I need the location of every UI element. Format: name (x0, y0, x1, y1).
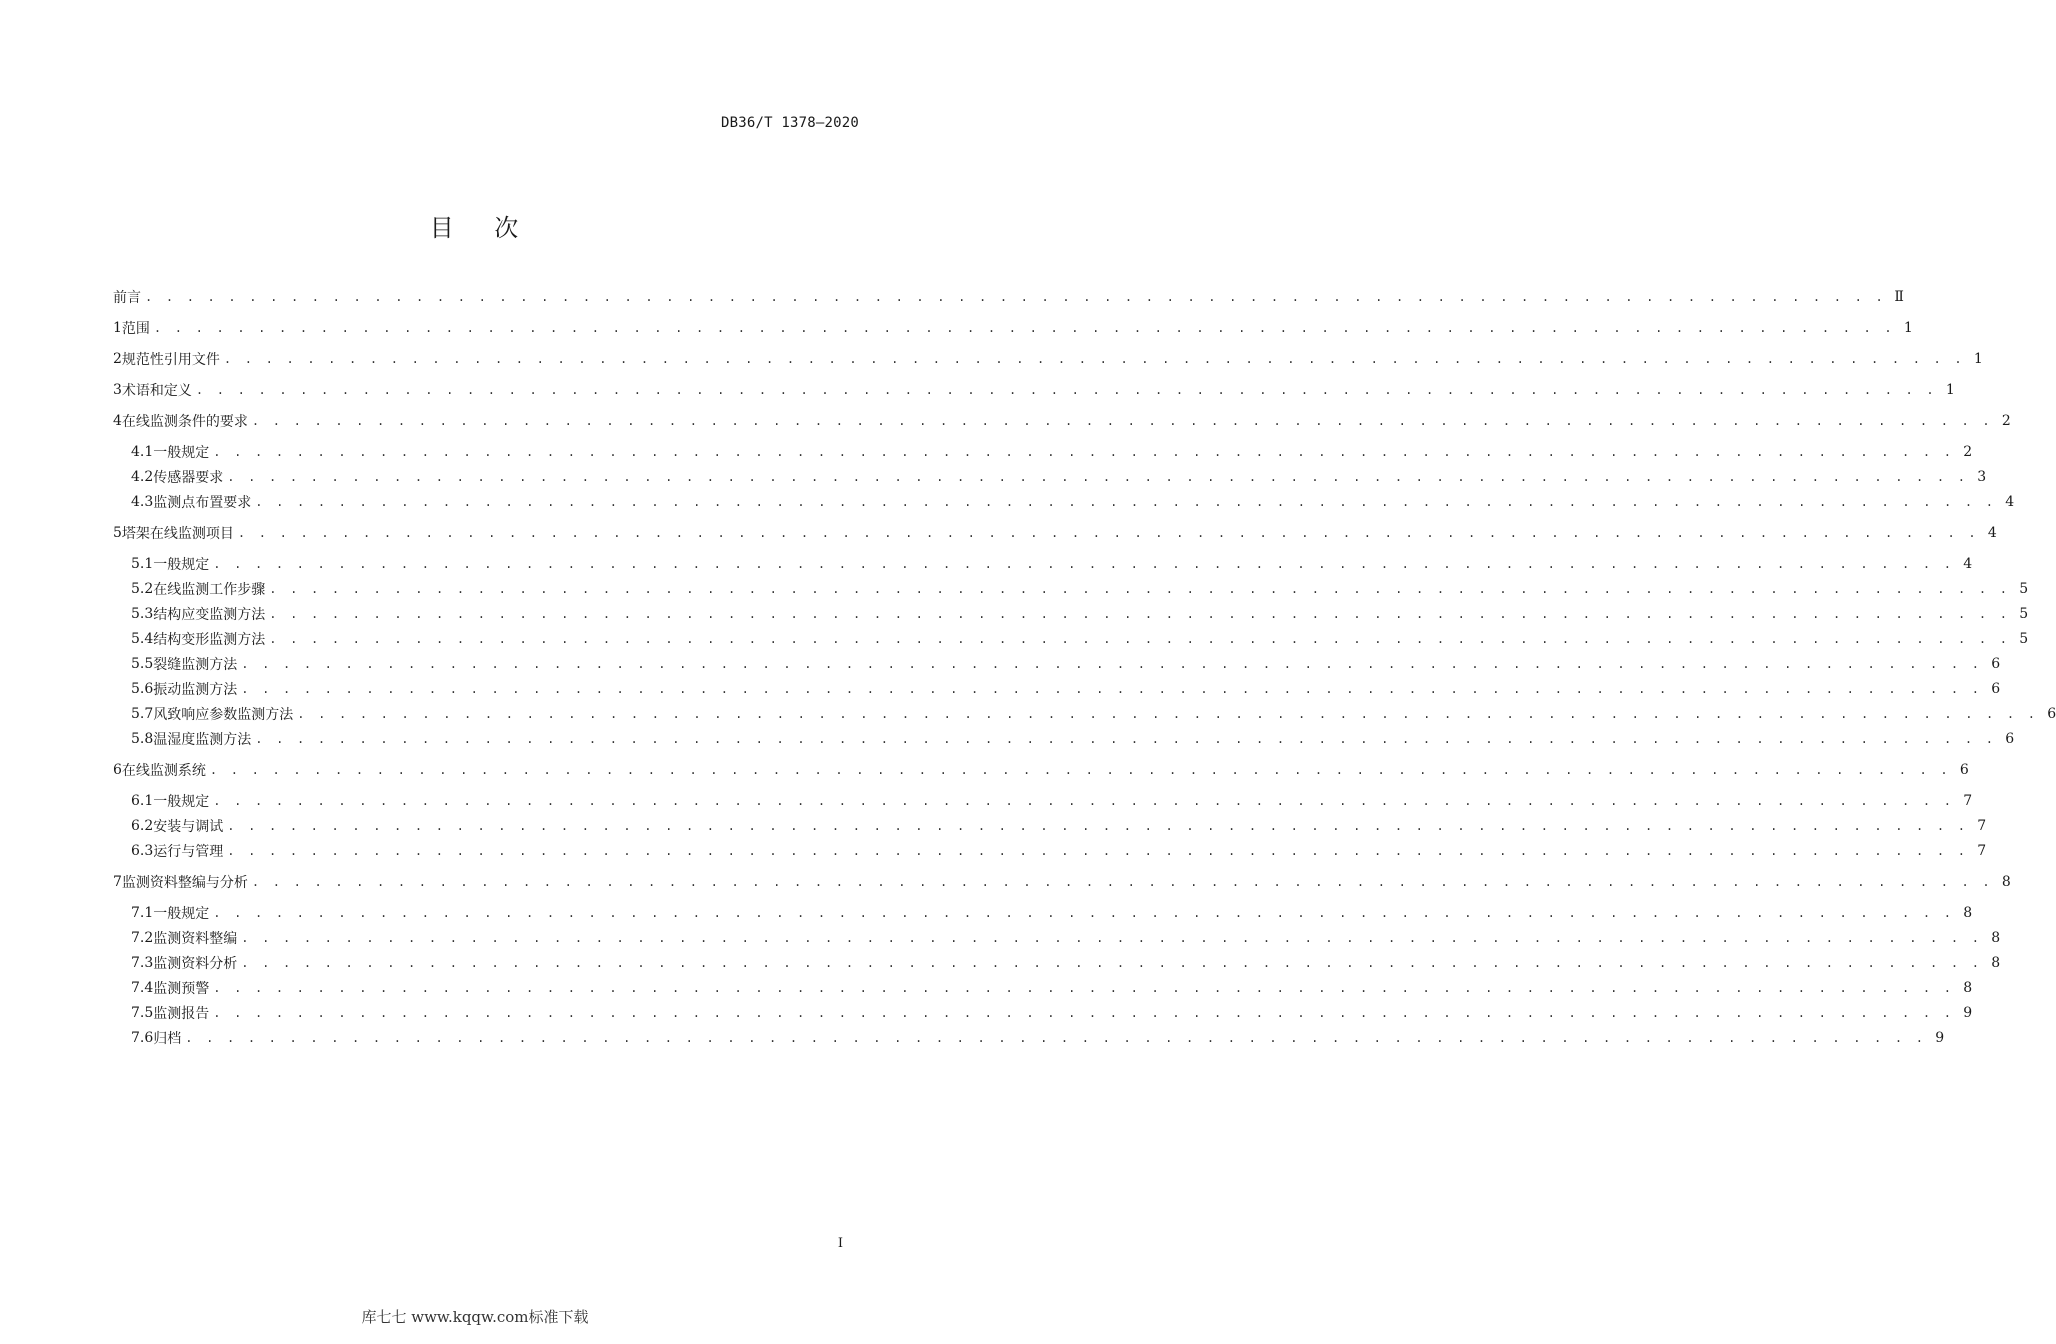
toc-entry-label: 裂缝监测方法 (153, 657, 238, 673)
toc-leader-dots: . . . . . . . . . . . . . . . . . . . . . . . . . . . . . . . . . . . . . . . . . . . . . . . . . . . . . . . . . . . . . . . . . . . . . . . . . . . . . . . . . . . . (241, 657, 1983, 671)
toc-entry-number: 4 (113, 413, 122, 429)
toc-entry-6-2[interactable] (113, 815, 1987, 837)
toc-entry-5-7[interactable] (113, 703, 2056, 725)
toc-leader-dots: . . . . . . . . . . . . . . . . . . . . . . . . . . . . . . . . . . . . . . . . . . . . . . . . . . . . . . . . . . . . . . . . . . . . . . . . . . . . . . . . . . . . (255, 732, 1997, 746)
toc-entry-page: 6 (2005, 731, 2015, 747)
toc-entry-number: 3 (113, 382, 122, 398)
toc-entry-3[interactable] (113, 379, 1955, 401)
toc-entry-page: 6 (2047, 706, 2056, 722)
toc-entry-number: 4.2 (131, 469, 154, 485)
toc-entry-page: 4 (2005, 494, 2015, 510)
toc-entry-label: 安装与调试 (153, 819, 224, 835)
toc-entry-number: 7.4 (131, 980, 154, 996)
toc-entry-page: 5 (2019, 606, 2029, 622)
toc-entry-number: 7.3 (131, 955, 154, 971)
toc-entry-page: 9 (1963, 1005, 1973, 1021)
toc-entry-number: 7.2 (131, 930, 154, 946)
toc-entry-page: 8 (1963, 905, 1973, 921)
toc-leader-dots: . . . . . . . . . . . . . . . . . . . . . . . . . . . . . . . . . . . . . . . . . . . . . . . . . . . . . . . . . . . . . . . . . . . . . . . . . . . . . . . . . . . . (145, 290, 1886, 304)
toc-entry-number: 4.1 (131, 444, 154, 460)
toc-entry-page: 1 (1903, 320, 1913, 336)
toc-entry-label: 归档 (153, 1031, 182, 1047)
toc-entry-label: 在线监测工作步骤 (153, 582, 266, 598)
toc-entry-label: 在线监测系统 (121, 763, 206, 779)
toc-entry-5-6[interactable] (113, 678, 2001, 700)
toc-entry-foreword[interactable] (113, 286, 1904, 308)
toc-leader-dots: . . . . . . . . . . . . . . . . . . . . . . . . . . . . . . . . . . . . . . . . . . . . . . . . . . . . . . . . . . . . . . . . . . . . . . . . . . . . . . . . . . . . (227, 819, 1969, 833)
toc-entry-label: 前言 (113, 290, 141, 306)
toc-entry-5-5[interactable] (113, 653, 2001, 675)
toc-entry-7-2[interactable] (113, 927, 2001, 949)
toc-entry-number: 2 (113, 351, 122, 367)
toc-leader-dots: . . . . . . . . . . . . . . . . . . . . . . . . . . . . . . . . . . . . . . . . . . . . . . . . . . . . . . . . . . . . . . . . . . . . . . . . . . . . . . . . . . . . (241, 956, 1983, 970)
toc-entry-5-4[interactable] (113, 628, 2029, 650)
toc-entry-number: 7.5 (131, 1005, 154, 1021)
toc-entry-number: 7.6 (131, 1030, 154, 1046)
toc-entry-page: 1 (1973, 351, 1983, 367)
toc-entry-page: 8 (1991, 955, 2001, 971)
toc-entry-1[interactable] (113, 317, 1913, 339)
toc-leader-dots: . . . . . . . . . . . . . . . . . . . . . . . . . . . . . . . . . . . . . . . . . . . . . . . . . . . . . . . . . . . . . . . . . . . . . . . . . . . . . . . . . . . . (269, 582, 2011, 596)
toc-entry-number: 5.1 (131, 556, 154, 572)
toc-entry-5-2[interactable] (113, 578, 2029, 600)
toc-entry-page: 6 (1991, 656, 2001, 672)
toc-entry-label: 运行与管理 (153, 844, 224, 860)
toc-entry-number: 6.1 (131, 793, 154, 809)
title-char-2: 次 (494, 214, 521, 242)
toc-entry-page: 7 (1963, 793, 1973, 809)
toc-entry-number: 4.3 (131, 494, 154, 510)
toc-entry-number: 6.3 (131, 843, 154, 859)
toc-entry-5-8[interactable] (113, 728, 2015, 750)
toc-entry-5-3[interactable] (113, 603, 2029, 625)
toc-entry-label: 范围 (121, 321, 150, 337)
toc-entry-number: 5 (113, 525, 122, 541)
toc-entry-7-1[interactable] (113, 902, 1973, 924)
toc-entry-page: 2 (2001, 413, 2011, 429)
toc-entry-6-1[interactable] (113, 790, 1973, 812)
toc-entry-label: 监测资料分析 (153, 956, 238, 972)
toc-entry-page: 3 (1977, 469, 1987, 485)
toc-leader-dots: . . . . . . . . . . . . . . . . . . . . . . . . . . . . . . . . . . . . . . . . . . . . . . . . . . . . . . . . . . . . . . . . . . . . . . . . . . . . . . . . . . . . (297, 707, 2039, 721)
toc-entry-label: 振动监测方法 (153, 682, 238, 698)
page-title (0, 208, 950, 243)
toc-entry-page: 6 (1959, 762, 1969, 778)
toc-entry-page: 4 (1987, 525, 1997, 541)
toc-leader-dots: . . . . . . . . . . . . . . . . . . . . . . . . . . . . . . . . . . . . . . . . . . . . . . . . . . . . . . . . . . . . . . . . . . . . . . . . . . . . . . . . . . . . (213, 794, 1955, 808)
toc-entry-2[interactable] (113, 348, 1983, 370)
toc-entry-page: 8 (2001, 874, 2011, 890)
toc-entry-label: 监测资料整编与分析 (121, 875, 248, 891)
toc-entry-label: 结构应变监测方法 (153, 607, 266, 623)
toc-entry-page: 4 (1963, 556, 1973, 572)
toc-entry-label: 风致响应参数监测方法 (153, 707, 294, 723)
toc-leader-dots: . . . . . . . . . . . . . . . . . . . . . . . . . . . . . . . . . . . . . . . . . . . . . . . . . . . . . . . . . . . . . . . . . . . . . . . . . . . . . . . . . . . . (227, 470, 1969, 484)
toc-entry-page: 9 (1935, 1030, 1945, 1046)
toc-entry-number: 1 (113, 320, 122, 336)
toc-entry-label: 一般规定 (153, 794, 210, 810)
toc-entry-label: 结构变形监测方法 (153, 632, 266, 648)
toc-entry-page: 5 (2019, 631, 2029, 647)
toc-leader-dots: . . . . . . . . . . . . . . . . . . . . . . . . . . . . . . . . . . . . . . . . . . . . . . . . . . . . . . . . . . . . . . . . . . . . . . . . . . . . . . . . . . . . (269, 607, 2011, 621)
toc-leader-dots: . . . . . . . . . . . . . . . . . . . . . . . . . . . . . . . . . . . . . . . . . . . . . . . . . . . . . . . . . . . . . . . . . . . . . . . . . . . . . . . . . . . . (213, 981, 1955, 995)
toc-entry-page: 2 (1963, 444, 1973, 460)
toc-entry-label: 一般规定 (153, 557, 210, 573)
toc-leader-dots: . . . . . . . . . . . . . . . . . . . . . . . . . . . . . . . . . . . . . . . . . . . . . . . . . . . . . . . . . . . . . . . . . . . . . . . . . . . . . . . . . . . . (185, 1031, 1927, 1045)
toc-entry-4[interactable] (113, 410, 2011, 432)
toc-leader-dots: . . . . . . . . . . . . . . . . . . . . . . . . . . . . . . . . . . . . . . . . . . . . . . . . . . . . . . . . . . . . . . . . . . . . . . . . . . . . . . . . . . . . (255, 495, 1997, 509)
document-number: DB36/T 1378—2020 (720, 115, 859, 131)
toc-entry-number: 7.1 (131, 905, 154, 921)
toc-entry-label: 在线监测条件的要求 (121, 414, 248, 430)
toc-leader-dots: . . . . . . . . . . . . . . . . . . . . . . . . . . . . . . . . . . . . . . . . . . . . . . . . . . . . . . . . . . . . . . . . . . . . . . . . . . . . . . . . . . . . (251, 414, 1993, 428)
toc-entry-7-4[interactable] (113, 977, 1973, 999)
toc-entry-number: 5.3 (131, 606, 154, 622)
toc-entry-page: 5 (2019, 581, 2029, 597)
toc-entry-number: 7 (113, 874, 122, 890)
toc-entry-7-5[interactable] (113, 1002, 1973, 1024)
toc-entry-4-3[interactable] (113, 491, 2015, 513)
toc-entry-7-3[interactable] (113, 952, 2001, 974)
toc-entry-label: 塔架在线监测项目 (121, 526, 234, 542)
toc-entry-label: 术语和定义 (121, 383, 192, 399)
page-number: I (837, 1236, 843, 1251)
toc-leader-dots: . . . . . . . . . . . . . . . . . . . . . . . . . . . . . . . . . . . . . . . . . . . . . . . . . . . . . . . . . . . . . . . . . . . . . . . . . . . . . . . . . . . . (241, 682, 1983, 696)
toc-leader-dots: . . . . . . . . . . . . . . . . . . . . . . . . . . . . . . . . . . . . . . . . . . . . . . . . . . . . . . . . . . . . . . . . . . . . . . . . . . . . . . . . . . . . (153, 321, 1895, 335)
toc-entry-label: 规范性引用文件 (121, 352, 220, 368)
toc-entry-5[interactable] (113, 522, 1997, 544)
toc-entry-number: 5.7 (131, 706, 154, 722)
toc-entry-label: 监测资料整编 (153, 931, 238, 947)
toc-leader-dots: . . . . . . . . . . . . . . . . . . . . . . . . . . . . . . . . . . . . . . . . . . . . . . . . . . . . . . . . . . . . . . . . . . . . . . . . . . . . . . . . . . . . (241, 931, 1983, 945)
toc-entry-label: 监测点布置要求 (153, 495, 252, 511)
toc-entry-6[interactable] (113, 759, 1969, 781)
footer-watermark-text: 库七七 www.kqqw.com标准下载 (361, 1308, 589, 1326)
toc-leader-dots: . . . . . . . . . . . . . . . . . . . . . . . . . . . . . . . . . . . . . . . . . . . . . . . . . . . . . . . . . . . . . . . . . . . . . . . . . . . . . . . . . . . . (269, 632, 2011, 646)
toc-entry-label: 一般规定 (153, 445, 210, 461)
toc-entry-page: 1 (1945, 382, 1955, 398)
toc-leader-dots: . . . . . . . . . . . . . . . . . . . . . . . . . . . . . . . . . . . . . . . . . . . . . . . . . . . . . . . . . . . . . . . . . . . . . . . . . . . . . . . . . . . . (223, 352, 1965, 366)
toc-entry-number: 5.4 (131, 631, 154, 647)
toc-leader-dots: . . . . . . . . . . . . . . . . . . . . . . . . . . . . . . . . . . . . . . . . . . . . . . . . . . . . . . . . . . . . . . . . . . . . . . . . . . . . . . . . . . . . (251, 875, 1993, 889)
toc-entry-6-3[interactable] (113, 840, 1987, 862)
toc-entry-page: 8 (1991, 930, 2001, 946)
toc-entry-label: 传感器要求 (153, 470, 224, 486)
toc-leader-dots: . . . . . . . . . . . . . . . . . . . . . . . . . . . . . . . . . . . . . . . . . . . . . . . . . . . . . . . . . . . . . . . . . . . . . . . . . . . . . . . . . . . . (237, 526, 1979, 540)
toc-leader-dots: . . . . . . . . . . . . . . . . . . . . . . . . . . . . . . . . . . . . . . . . . . . . . . . . . . . . . . . . . . . . . . . . . . . . . . . . . . . . . . . . . . . . (227, 844, 1969, 858)
toc-leader-dots: . . . . . . . . . . . . . . . . . . . . . . . . . . . . . . . . . . . . . . . . . . . . . . . . . . . . . . . . . . . . . . . . . . . . . . . . . . . . . . . . . . . . (213, 445, 1955, 459)
toc-leader-dots: . . . . . . . . . . . . . . . . . . . . . . . . . . . . . . . . . . . . . . . . . . . . . . . . . . . . . . . . . . . . . . . . . . . . . . . . . . . . . . . . . . . . (195, 383, 1937, 397)
toc-entry-number: 5.6 (131, 681, 154, 697)
toc-entry-page: 8 (1963, 980, 1973, 996)
toc-entry-5-1[interactable] (113, 553, 1973, 575)
toc-entry-number: 6.2 (131, 818, 154, 834)
toc-entry-4-2[interactable] (113, 466, 1987, 488)
toc-entry-number: 5.2 (131, 581, 154, 597)
toc-entry-label: 一般规定 (153, 906, 210, 922)
toc-entry-label: 监测预警 (153, 981, 210, 997)
toc-entry-4-1[interactable] (113, 441, 1973, 463)
toc-leader-dots: . . . . . . . . . . . . . . . . . . . . . . . . . . . . . . . . . . . . . . . . . . . . . . . . . . . . . . . . . . . . . . . . . . . . . . . . . . . . . . . . . . . . (213, 906, 1955, 920)
toc-entry-page: 7 (1977, 818, 1987, 834)
toc-leader-dots: . . . . . . . . . . . . . . . . . . . . . . . . . . . . . . . . . . . . . . . . . . . . . . . . . . . . . . . . . . . . . . . . . . . . . . . . . . . . . . . . . . . . (213, 557, 1955, 571)
toc-entry-page: 6 (1991, 681, 2001, 697)
toc-entry-7[interactable] (113, 871, 2011, 893)
title-char-1: 目 (429, 214, 456, 242)
toc-leader-dots: . . . . . . . . . . . . . . . . . . . . . . . . . . . . . . . . . . . . . . . . . . . . . . . . . . . . . . . . . . . . . . . . . . . . . . . . . . . . . . . . . . . . (209, 763, 1951, 777)
toc-entry-label: 温湿度监测方法 (153, 732, 252, 748)
toc-entry-number: 5.5 (131, 656, 154, 672)
toc-leader-dots: . . . . . . . . . . . . . . . . . . . . . . . . . . . . . . . . . . . . . . . . . . . . . . . . . . . . . . . . . . . . . . . . . . . . . . . . . . . . . . . . . . . . (213, 1006, 1955, 1020)
toc-entry-page: 7 (1977, 843, 1987, 859)
toc-entry-page: Ⅱ (1894, 289, 1904, 305)
toc-entry-label: 监测报告 (153, 1006, 210, 1022)
toc-entry-7-6[interactable] (113, 1027, 1945, 1049)
toc-entry-number: 6 (113, 762, 122, 778)
toc-entry-number: 5.8 (131, 731, 154, 747)
